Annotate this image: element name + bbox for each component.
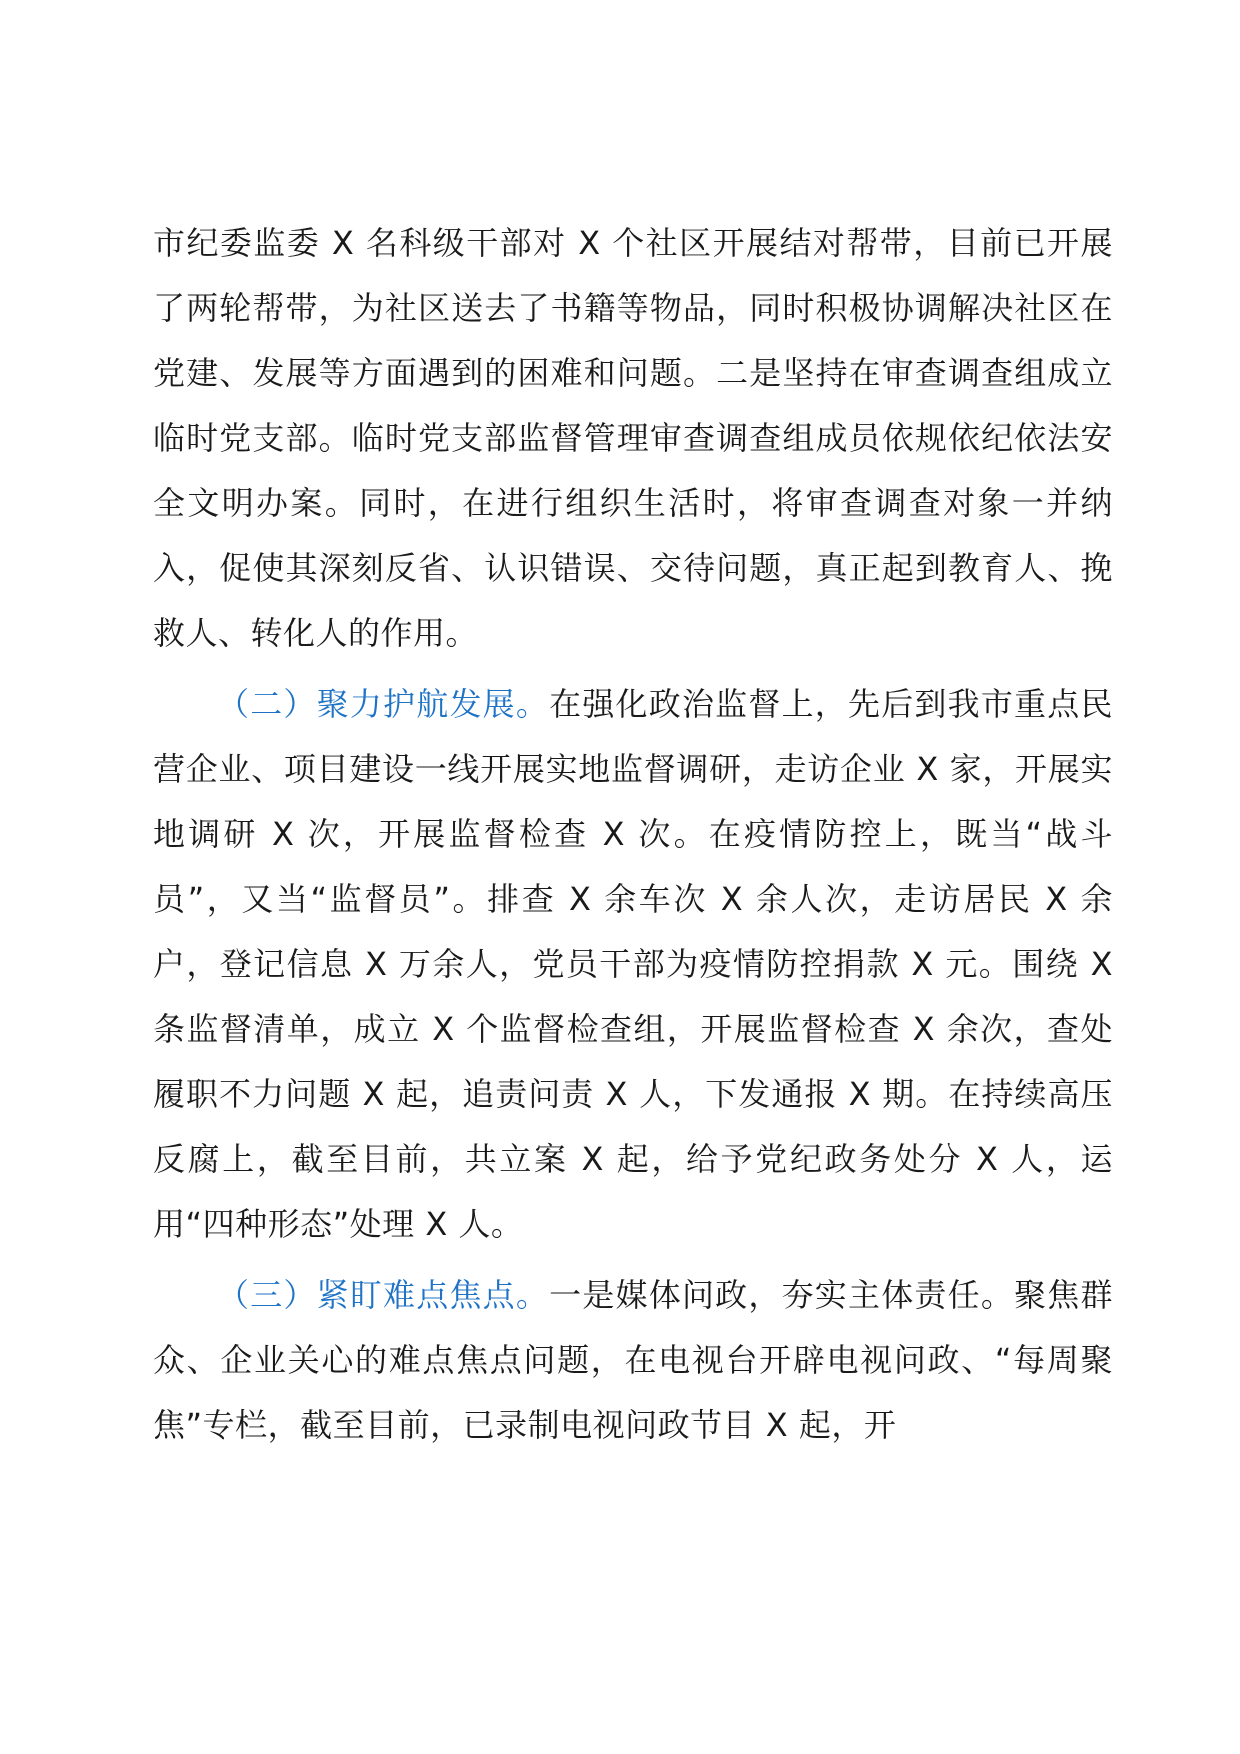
paragraph-2: [153, 672, 1113, 1257]
paragraph-3: [153, 1263, 1113, 1458]
paragraph-1-text: 市纪委监委 X 名科级干部对 X 个社区开展结对帮带，目前已开展了两轮帮带，为社区送去了书籍等物品，同时积极协调解决社区在党建、发展等方面遇到的困难和问题。二是坚持在审查调查组成立临时党支部。临时党支部监督管理审查调查组成员依规依纪依法安全文明办案。同时，在进行组织生活时，将审查调查对象一并纳入，促使其深刻反省、认识错误、交待问题，真正起到教育人、挽救人、转化人的作用。: [153, 224, 1113, 652]
section-heading-2: （二）聚力护航发展。: [217, 685, 550, 723]
paragraph-2-text: 在强化政治监督上，先后到我市重点民营企业、项目建设一线开展实地监督调研，走访企业 X 家，开展实地调研 X 次，开展监督检查 X 次。在疫情防控上，既当“战斗员”，又当“监督员”。排查 X 余车次 X 余人次，走访居民 X 余户，登记信息 X 万余人，党员干部为疫情防控捐款 X 元。围绕 X 条监督清单，成立 X 个监督检查组，开展监督检查 X 余次，查处履职不力问题 X 起，追责问责 X 人，下发通报 X 期。在持续高压反腐上，截至目前，共立案 X 起，给予党纪政务处分 X 人，运用“四种形态”处理 X 人。: [153, 685, 1113, 1243]
section-heading-3: （三）紧盯难点焦点。: [217, 1276, 550, 1314]
document-body: [153, 211, 1113, 1458]
paragraph-1: [153, 211, 1113, 666]
paragraph-3-text: 一是媒体问政，夯实主体责任。聚焦群众、企业关心的难点焦点问题，在电视台开辟电视问政、“每周聚焦”专栏，截至目前，已录制电视问政节目 X 起，开: [153, 1276, 1113, 1444]
